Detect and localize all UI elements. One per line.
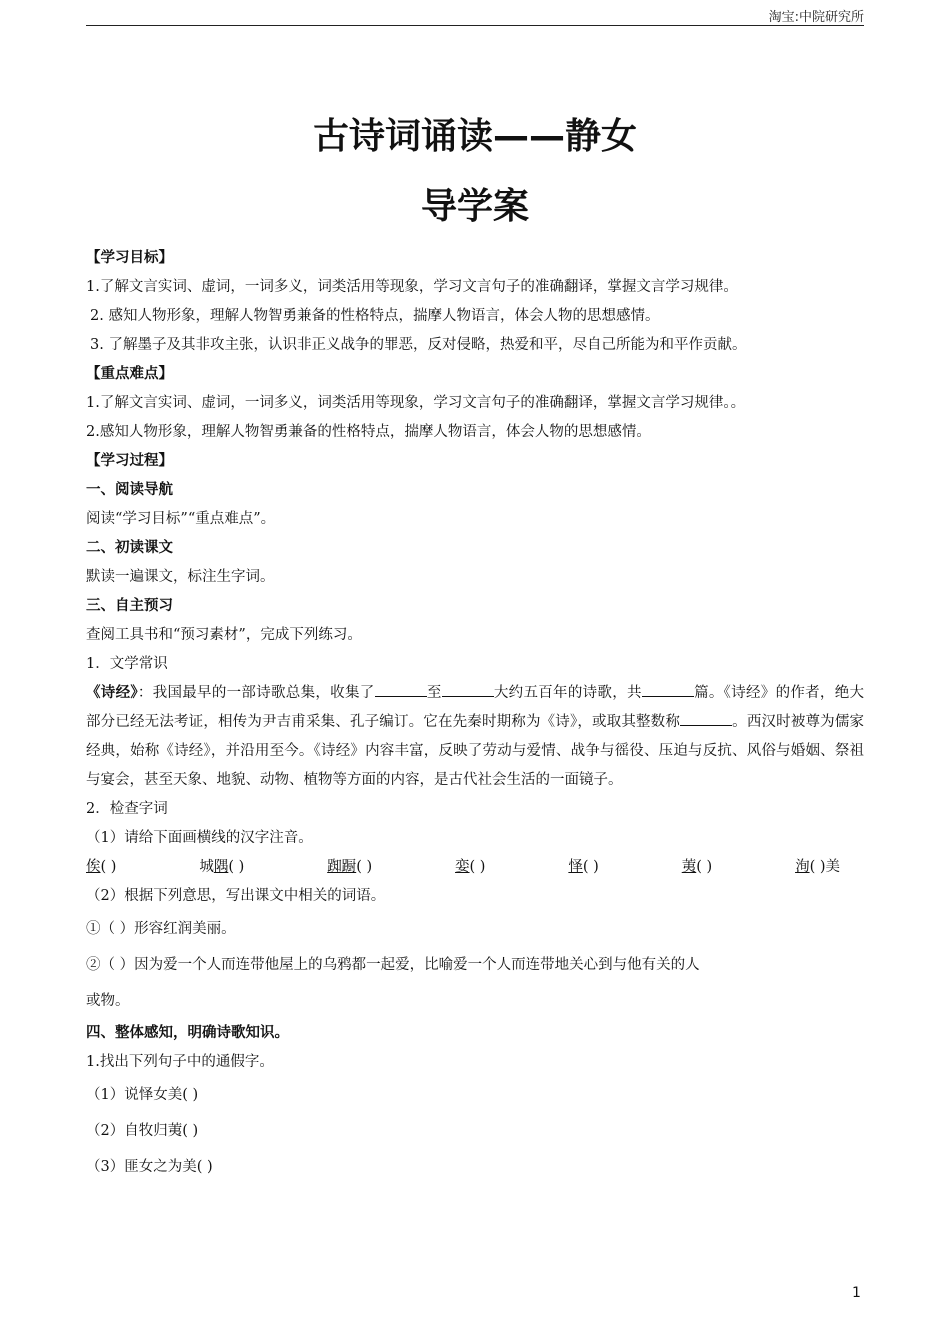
header-brand: 淘宝:中院研究所 [768, 10, 864, 25]
question: （2）根据下列意思，写出课文中相关的词语。 [86, 888, 386, 904]
section-title: 四、整体感知，明确诗歌知识。 [86, 1025, 289, 1041]
pinyin-item[interactable]: 荑( ) [681, 859, 713, 875]
process-heading: 【学习过程】 [86, 453, 173, 469]
objectives-heading: 【学习目标】 [86, 250, 173, 266]
pinyin-item[interactable]: 俟( ) [86, 859, 117, 875]
page-header [86, 0, 864, 26]
section-title: 二、初读课文 [86, 540, 173, 556]
tongjia-item: （1）说怿女美( ) [86, 1087, 199, 1103]
page-subtitle: 导学案 [420, 186, 529, 227]
section-title: 一、阅读导航 [86, 482, 173, 498]
section-text: 阅读“学习目标”“重点难点”。 [86, 511, 276, 527]
section-text: 查阅工具书和“预习素材”，完成下列练习。 [86, 627, 362, 643]
fill-blank[interactable] [680, 711, 732, 726]
page-number: 1 [852, 1285, 861, 1301]
tongjia-item: （3）匪女之为美( ) [86, 1159, 213, 1175]
tongjia-item: （2）自牧归荑( ) [86, 1123, 199, 1139]
meaning-item: ②（ ）因为爱一个人而连带他屋上的乌鸦都一起爱，比喻爱一个人而连带地关心到与他有关的人 [86, 957, 700, 973]
fill-blank[interactable] [442, 682, 494, 697]
objective-item: 1.了解文言实词、虚词，一词多义，词类活用等现象，学习文言句子的准确翻译，掌握文言学习规律。 [86, 279, 738, 295]
meaning-item-cont: 或物。 [86, 993, 130, 1009]
page-title: 古诗词诵读——静女 [312, 116, 637, 157]
keypoint-item: 1.了解文言实词、虚词，一词多义，词类活用等现象，学习文言句子的准确翻译，掌握文言学习规律。。 [86, 395, 746, 411]
section-title: 三、自主预习 [86, 598, 173, 614]
question: （1）请给下面画横线的汉字注音。 [86, 830, 313, 846]
pinyin-row [86, 853, 864, 882]
check-words-title: 2．检查字词 [86, 801, 168, 817]
pinyin-item[interactable]: 娈( ) [455, 859, 486, 875]
pinyin-item[interactable]: 怿( ) [568, 859, 599, 875]
literature-paragraph: 《诗经》：我国最早的一部诗歌总集，收集了 至 大约五百年的诗歌，共 篇。《诗经》的作者，绝大部分已经无法考证，相传为尹吉甫采集、孔子编订。它在先秦时期称为《诗》，或取其整数称 。西汉时被尊为儒家经典，始称《诗经》，并沿用至今。《诗经》内容丰富，反映了劳动与爱情、战争与徭役、压迫与反抗、风俗与婚姻、祭祖与宴会，甚至天象、地貌、动物、植物等方面的内容，是古代社会生活的一面镜子。 [86, 679, 864, 795]
fill-blank[interactable] [375, 682, 427, 697]
literature-title: 1．文学常识 [86, 656, 168, 672]
pinyin-item[interactable]: 踟蹰( ) [327, 859, 373, 875]
objective-item: 3. 了解墨子及其非攻主张，认识非正义战争的罪恶，反对侵略，热爱和平，尽自己所能为和平作贡献。 [90, 337, 747, 353]
keypoint-item: 2.感知人物形象，理解人物智勇兼备的性格特点，揣摩人物语言，体会人物的思想感情。 [86, 424, 651, 440]
question: 1.找出下列句子中的通假字。 [86, 1054, 274, 1070]
pinyin-item[interactable]: 洵( )美 [795, 859, 840, 875]
section-text: 默读一遍课文，标注生字词。 [86, 569, 275, 585]
fill-blank[interactable] [642, 682, 694, 697]
shijing-label: 《诗经》 [86, 685, 138, 701]
meaning-item: ①（ ）形容红润美丽。 [86, 921, 236, 937]
pinyin-item[interactable]: 城隅( ) [199, 859, 245, 875]
objective-item: 2. 感知人物形象，理解人物智勇兼备的性格特点，揣摩人物语言，体会人物的思想感情。 [90, 308, 660, 324]
document-body [86, 244, 864, 1185]
keypoints-heading: 【重点难点】 [86, 366, 173, 382]
